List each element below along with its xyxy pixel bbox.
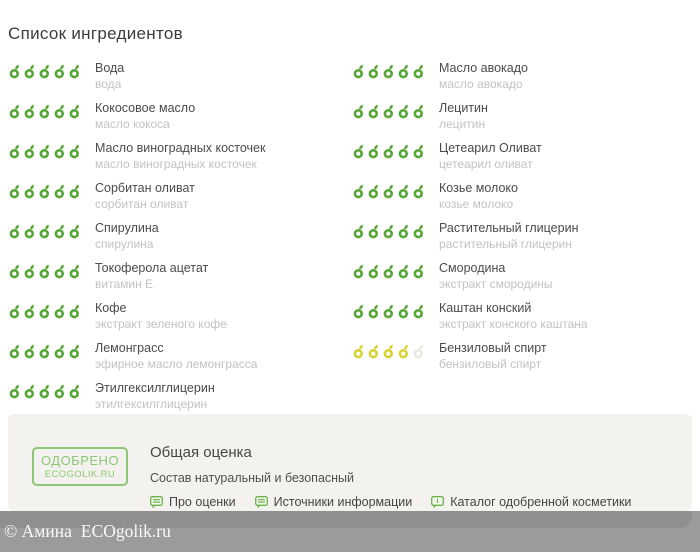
summary-link-label: Источники информации [273,495,413,509]
apple-rating-icon [367,224,381,239]
rating-5-of-5 [8,381,80,399]
ingredient-row [8,381,352,411]
rating-5-of-5 [352,141,424,159]
rating-5-of-5 [8,261,80,279]
apple-rating-icon [8,64,22,79]
apple-rating-icon [68,304,82,319]
summary-links [150,495,631,509]
ingredient-row [352,101,696,131]
apple-rating-icon [412,64,426,79]
ingredient-inci-name: лецитин [439,117,486,131]
rating-5-of-5 [8,301,80,319]
ingredient-text-block [439,261,553,291]
apple-rating-icon [397,344,411,359]
apple-rating-icon [38,264,52,279]
apple-rating-icon [397,224,411,239]
comment-icon [255,496,268,509]
rating-5-of-5 [8,341,80,359]
summary-title: Общая оценка [150,444,252,461]
ingredient-name-link[interactable]: Токоферола ацетат [95,261,209,275]
apple-rating-icon [53,184,67,199]
apple-rating-icon [382,224,396,239]
copyright-text: © Амина [4,521,72,541]
ingredient-text-block [95,61,124,91]
ingredient-name-link[interactable]: Лемонграсс [95,341,164,355]
ingredient-row [352,341,696,371]
ingredient-inci-name: эфирное масло лемонграсса [95,357,258,371]
apple-rating-icon [352,344,366,359]
ingredient-inci-name: козье молоко [439,197,514,211]
ingredient-inci-name: бензиловый спирт [439,357,542,371]
footer-copyright [4,521,171,542]
apple-rating-icon [397,304,411,319]
ingredient-inci-name: спирулина [95,237,154,251]
apple-rating-icon [38,64,52,79]
apple-rating-icon [352,304,366,319]
ingredient-text-block [439,61,528,91]
apple-rating-icon [23,144,37,159]
ingredient-inci-name: масло виноградных косточек [95,157,257,171]
apple-rating-icon [53,104,67,119]
apple-rating-icon [23,344,37,359]
apple-rating-icon [23,184,37,199]
summary-verdict: Состав натуральный и безопасный [150,471,355,485]
ingredient-row [8,301,352,331]
apple-rating-icon [412,104,426,119]
ingredient-row [8,101,352,131]
rating-5-of-5 [8,221,80,239]
ingredient-text-block [95,301,227,331]
apple-rating-icon [68,64,82,79]
rating-5-of-5 [352,261,424,279]
apple-rating-icon [53,304,67,319]
apple-rating-icon [8,144,22,159]
apple-rating-icon [8,104,22,119]
ingredient-row [352,221,696,251]
footer [0,511,700,552]
ingredient-inci-name: вода [95,77,122,91]
catalog-icon [431,496,444,509]
apple-rating-icon [382,184,396,199]
ingredient-name-link[interactable]: Растительный глицерин [439,221,579,235]
apple-rating-icon [397,64,411,79]
apple-rating-icon [382,344,396,359]
apple-rating-icon [68,344,82,359]
apple-rating-icon [412,344,426,359]
ingredient-text-block [439,301,588,331]
ingredients-grid [8,61,700,411]
apple-rating-icon [412,184,426,199]
apple-rating-icon [367,184,381,199]
ingredient-inci-name: цетеарил оливат [439,157,533,171]
apple-rating-icon [367,344,381,359]
rating-5-of-5 [8,141,80,159]
apple-rating-icon [53,264,67,279]
summary-link-label: Каталог одобренной косметики [450,495,632,509]
ingredient-row [8,221,352,251]
ingredient-text-block [439,181,518,211]
ingredient-name-link[interactable]: Масло авокадо [439,61,528,75]
rating-5-of-5 [8,61,80,79]
ingredient-text-block [95,381,215,411]
apple-rating-icon [68,144,82,159]
apple-rating-icon [68,104,82,119]
rating-5-of-5 [8,101,80,119]
summary-link[interactable] [431,495,631,509]
apple-rating-icon [38,144,52,159]
ingredient-name-link[interactable]: Козье молоко [439,181,518,195]
ingredients-column-right [352,61,696,411]
apple-rating-icon [8,304,22,319]
apple-rating-icon [38,344,52,359]
apple-rating-icon [382,144,396,159]
ingredient-name-link[interactable]: Масло виноградных косточек [95,141,266,155]
ingredient-name-link[interactable]: Смородина [439,261,506,275]
ingredient-row [352,141,696,171]
ingredient-row [352,61,696,91]
apple-rating-icon [397,264,411,279]
apple-rating-icon [38,304,52,319]
ingredient-inci-name: этилгексилглицерин [95,397,208,411]
summary-link-label: Про оценки [169,495,236,509]
apple-rating-icon [38,104,52,119]
apple-rating-icon [382,104,396,119]
ingredient-inci-name: витамин Е [95,277,154,291]
approved-badge [32,447,128,486]
apple-rating-icon [68,264,82,279]
rating-5-of-5 [352,301,424,319]
ingredient-text-block [95,221,159,251]
ingredient-inci-name: экстракт конского каштана [439,317,588,331]
apple-rating-icon [367,304,381,319]
ingredient-inci-name: экстракт зеленого кофе [95,317,227,331]
summary-link[interactable] [255,495,413,509]
ingredient-inci-name: масло кокоса [95,117,170,131]
ingredient-name-link[interactable]: Вода [95,61,125,75]
ingredient-row [8,61,352,91]
page-title: Список ингредиентов [8,24,183,43]
summary-link[interactable] [150,495,236,509]
ingredient-inci-name: сорбитан оливат [95,197,189,211]
apple-rating-icon [367,104,381,119]
ingredient-text-block [439,101,488,131]
ingredient-text-block [95,261,208,291]
apple-rating-icon [38,224,52,239]
apple-rating-icon [352,184,366,199]
apple-rating-icon [412,264,426,279]
apple-rating-icon [412,224,426,239]
ingredient-row [352,301,696,331]
apple-rating-icon [23,104,37,119]
ingredient-row [352,261,696,291]
ingredient-row [8,341,352,371]
ingredient-name-link[interactable]: Лецитин [439,101,488,115]
comment-icon [150,496,163,509]
apple-rating-icon [23,264,37,279]
ingredient-row [8,141,352,171]
ingredient-text-block [439,141,542,171]
apple-rating-icon [397,104,411,119]
apple-rating-icon [8,264,22,279]
ingredient-inci-name: масло авокадо [439,77,523,91]
ingredient-text-block [95,101,195,131]
ingredient-text-block [95,341,257,371]
rating-5-of-5 [8,181,80,199]
ingredient-row [352,181,696,211]
apple-rating-icon [397,144,411,159]
footer-site-link[interactable]: ECOgolik.ru [80,521,171,541]
apple-rating-icon [352,104,366,119]
apple-rating-icon [53,344,67,359]
rating-5-of-5 [352,221,424,239]
apple-rating-icon [382,304,396,319]
apple-rating-icon [352,264,366,279]
apple-rating-icon [68,184,82,199]
apple-rating-icon [53,64,67,79]
apple-rating-icon [68,224,82,239]
summary-text-block [150,444,631,509]
apple-rating-icon [38,184,52,199]
apple-rating-icon [352,224,366,239]
rating-5-of-5 [352,181,424,199]
apple-rating-icon [352,64,366,79]
ingredient-name-link[interactable]: Бензиловый спирт [439,341,547,355]
apple-rating-icon [53,224,67,239]
ingredient-name-link[interactable]: Каштан конский [439,301,532,315]
apple-rating-icon [23,224,37,239]
ingredient-text-block [439,341,547,371]
ingredient-name-link[interactable]: Спирулина [95,221,159,235]
ingredient-inci-name: экстракт смородины [439,277,553,291]
apple-rating-icon [8,384,22,399]
apple-rating-icon [23,64,37,79]
ingredient-inci-name: растительный глицерин [439,237,572,251]
apple-rating-icon [23,304,37,319]
approved-badge-line1: ОДОБРЕНО [40,453,120,468]
apple-rating-icon [367,264,381,279]
apple-rating-icon [382,64,396,79]
ingredient-name-link[interactable]: Сорбитан оливат [95,181,195,195]
apple-rating-icon [367,144,381,159]
rating-5-of-5 [352,61,424,79]
ingredient-row [8,261,352,291]
apple-rating-icon [397,184,411,199]
apple-rating-icon [412,304,426,319]
ingredient-name-link[interactable]: Кокосовое масло [95,101,196,115]
ingredient-text-block [95,181,195,211]
apple-rating-icon [382,264,396,279]
apple-rating-icon [8,344,22,359]
rating-4-of-5 [352,341,424,359]
rating-5-of-5 [352,101,424,119]
apple-rating-icon [53,384,67,399]
apple-rating-icon [23,384,37,399]
ingredient-name-link[interactable]: Кофе [95,301,127,315]
apple-rating-icon [8,224,22,239]
apple-rating-icon [352,144,366,159]
ingredient-name-link[interactable]: Этилгексилглицерин [95,381,215,395]
approved-badge-line2: ECOGOLIK.RU [44,469,116,480]
summary-panel [8,414,692,511]
ingredient-row [8,181,352,211]
ingredient-name-link[interactable]: Цетеарил Оливат [439,141,542,155]
apple-rating-icon [412,144,426,159]
apple-rating-icon [8,184,22,199]
apple-rating-icon [367,64,381,79]
apple-rating-icon [53,144,67,159]
ingredients-column-left [8,61,352,411]
apple-rating-icon [38,384,52,399]
ingredient-text-block [439,221,578,251]
apple-rating-icon [68,384,82,399]
ingredient-text-block [95,141,265,171]
